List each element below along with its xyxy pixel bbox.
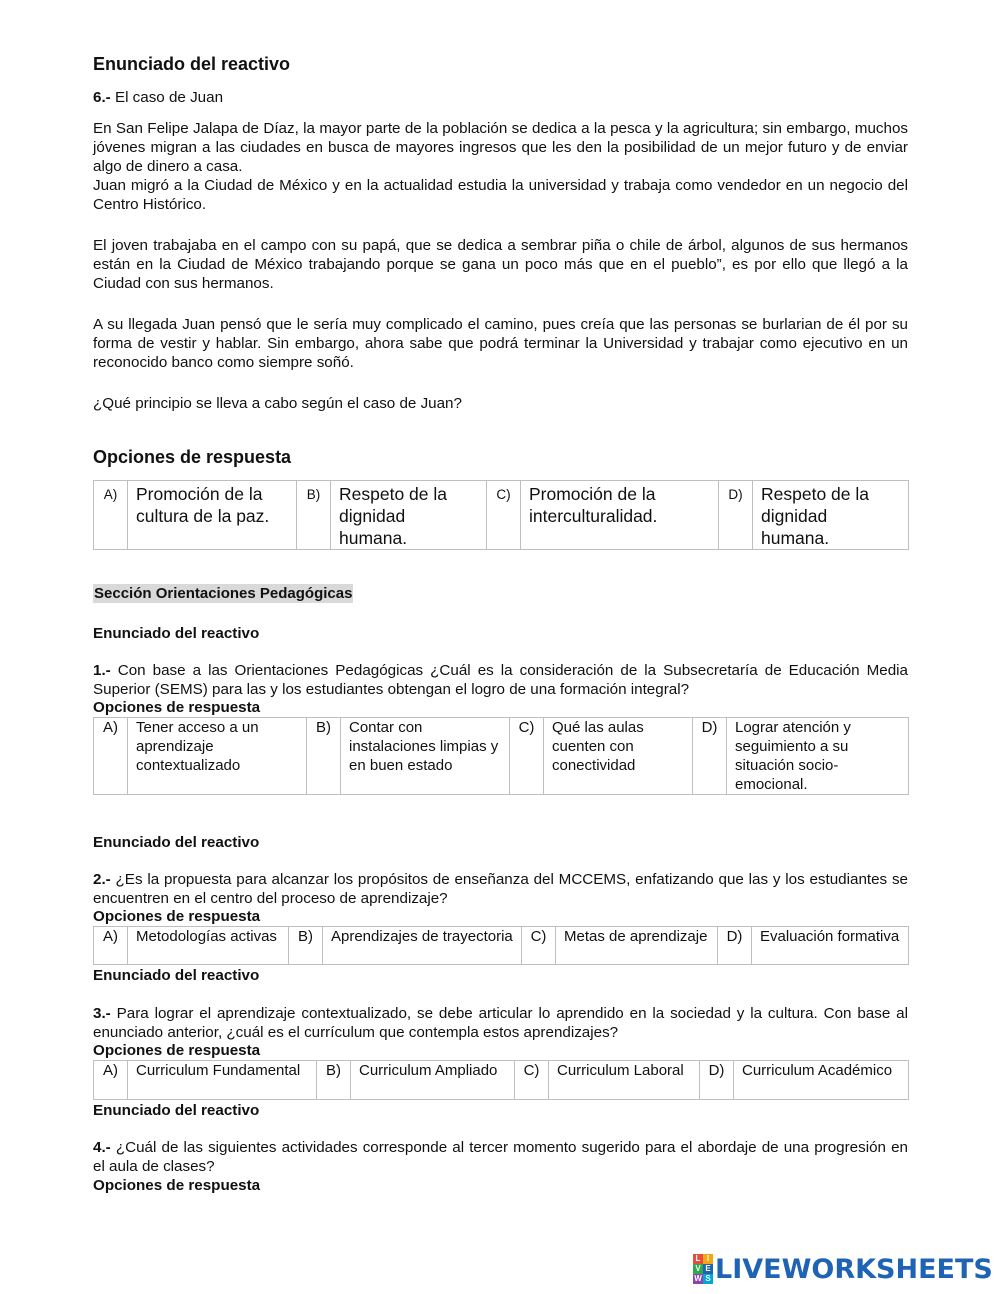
case-text: Juan migró a la Ciudad de México y en la actualidad estudia la universidad y trabaja como vendedor en un negocio del Centro Histórico.	[93, 177, 908, 213]
option-letter: A)	[94, 927, 128, 965]
question-prompt: ¿Qué principio se lleva a cabo según el caso de Juan?	[93, 395, 462, 412]
case-paragraph-2: El joven trabajaba en el campo con su papá, que se dedica a sembrar piña o chile de árbol, algunos de sus hermanos están en la Ciudad de México trabajando porque se gana un poco más que en el pueblo”, es por ello que llegó a la Ciudad con sus hermanos.	[93, 237, 908, 292]
logo-mark-letter: E	[703, 1264, 713, 1274]
option-d[interactable]: Respeto de la dignidad humana.	[753, 481, 909, 550]
options-heading: Opciones de respuesta	[93, 908, 261, 925]
option-letter: A)	[94, 481, 128, 550]
logo-mark-letter: L	[693, 1254, 703, 1264]
option-letter: B)	[289, 927, 323, 965]
case-paragraph-1	[93, 119, 908, 214]
question-body: ¿Es la propuesta para alcanzar los propósitos de enseñanza del MCCEMS, enfatizando que las y los estudiantes se encuentren en el centro del proceso de aprendizaje?	[93, 871, 908, 907]
question-body: Para lograr el aprendizaje contextualizado, se debe articular lo aprendido en la sociedad y la cultura. Con base al enunciado anterior, ¿cuál es el currículum que contempla estos aprendizajes?	[93, 1005, 908, 1041]
option-d[interactable]: Evaluación formativa	[752, 927, 909, 965]
option-a[interactable]: Curriculum Fundamental	[128, 1061, 317, 1100]
question-heading: Enunciado del reactivo	[93, 1102, 260, 1119]
option-letter: D)	[693, 718, 727, 795]
question-number: 2.-	[93, 871, 111, 888]
option-b[interactable]: Aprendizajes de trayectoria	[323, 927, 522, 965]
option-c[interactable]: Promoción de la interculturalidad.	[521, 481, 719, 550]
question-number: 1.-	[93, 662, 111, 679]
option-d[interactable]: Lograr atención y seguimiento a su situación socio-emocional.	[727, 718, 909, 795]
logo-mark-letter: W	[694, 1274, 702, 1283]
options-table	[93, 1060, 909, 1100]
logo-mark-letter: V	[693, 1264, 703, 1274]
logo-mark-icon	[693, 1254, 713, 1284]
option-letter: C)	[487, 481, 521, 550]
case-paragraph-3: A su llegada Juan pensó que le sería muy complicado el camino, pues creía que las personas se burlarian de él por su forma de vestir y hablar. Sin embargo, ahora sabe que podrá terminar la Universidad y trabajar como ejecutivo en un reconocido banco como siempre soñó.	[93, 316, 908, 371]
question-body: Con base a las Orientaciones Pedagógicas ¿Cuál es la consideración de la Subsecretaría de Educación Media Superior (SEMS) para las y los estudiantes obtengan el logro de una formación integral?	[93, 662, 908, 698]
option-letter: B)	[297, 481, 331, 550]
case-text: En San Felipe Jalapa de Díaz, la mayor parte de la población se dedica a la pesca y la agricultura; sin embargo, muchos jóvenes migran a las ciudades en busca de mayores ingresos que les den la posibilidad de un mejor futuro y de enviar algo de dinero a casa.	[93, 120, 908, 175]
option-letter: C)	[522, 927, 556, 965]
option-letter: D)	[718, 927, 752, 965]
question-number: 3.-	[93, 1005, 111, 1022]
option-letter: B)	[317, 1061, 351, 1100]
options-table	[93, 717, 909, 795]
option-a[interactable]: Metodologías activas	[128, 927, 289, 965]
option-letter: A)	[94, 718, 128, 795]
option-c[interactable]: Curriculum Laboral	[549, 1061, 700, 1100]
question-heading: Enunciado del reactivo	[93, 54, 291, 74]
option-letter: B)	[307, 718, 341, 795]
options-heading: Opciones de respuesta	[93, 1177, 261, 1194]
option-b[interactable]: Respeto de la dignidad humana.	[331, 481, 487, 550]
option-letter: D)	[700, 1061, 734, 1100]
options-heading: Opciones de respuesta	[93, 447, 292, 467]
question-heading: Enunciado del reactivo	[93, 834, 260, 851]
question-heading: Enunciado del reactivo	[93, 967, 260, 984]
question-number: 4.-	[93, 1139, 111, 1156]
section-title-row	[93, 585, 908, 603]
option-a[interactable]: Promoción de la cultura de la paz.	[128, 481, 297, 550]
option-letter: A)	[94, 1061, 128, 1100]
logo-mark-letter: S	[703, 1274, 713, 1284]
option-letter: D)	[719, 481, 753, 550]
question-title	[93, 88, 908, 107]
logo-mark-letter: I	[703, 1254, 713, 1264]
option-b[interactable]: Contar con instalaciones limpias y en buen estado	[341, 718, 510, 795]
question-text	[93, 870, 908, 908]
option-letter: C)	[515, 1061, 549, 1100]
option-a[interactable]: Tener acceso a un aprendizaje contextualizado	[128, 718, 307, 795]
liveworksheets-logo	[693, 1254, 993, 1284]
question-number: 6.-	[93, 89, 111, 106]
question-body: ¿Cuál de las siguientes actividades corresponde al tercer momento sugerido para el abordaje de una progresión en el aula de clases?	[93, 1139, 908, 1175]
question-text	[93, 1004, 908, 1042]
question-heading: Enunciado del reactivo	[93, 625, 260, 642]
question-text	[93, 661, 908, 699]
option-letter: C)	[510, 718, 544, 795]
question-text	[93, 1138, 908, 1176]
option-d[interactable]: Curriculum Académico	[734, 1061, 909, 1100]
logo-text: LIVEWORKSHEETS	[715, 1253, 993, 1285]
option-c[interactable]: Qué las aulas cuenten con conectividad	[544, 718, 693, 795]
options-heading: Opciones de respuesta	[93, 1042, 261, 1059]
question-title-text: El caso de Juan	[110, 89, 224, 106]
section-title: Sección Orientaciones Pedagógicas	[94, 585, 353, 602]
option-b[interactable]: Curriculum Ampliado	[351, 1061, 515, 1100]
options-table	[93, 926, 909, 965]
options-table	[93, 480, 909, 550]
options-heading: Opciones de respuesta	[93, 699, 261, 716]
option-c[interactable]: Metas de aprendizaje	[556, 927, 718, 965]
